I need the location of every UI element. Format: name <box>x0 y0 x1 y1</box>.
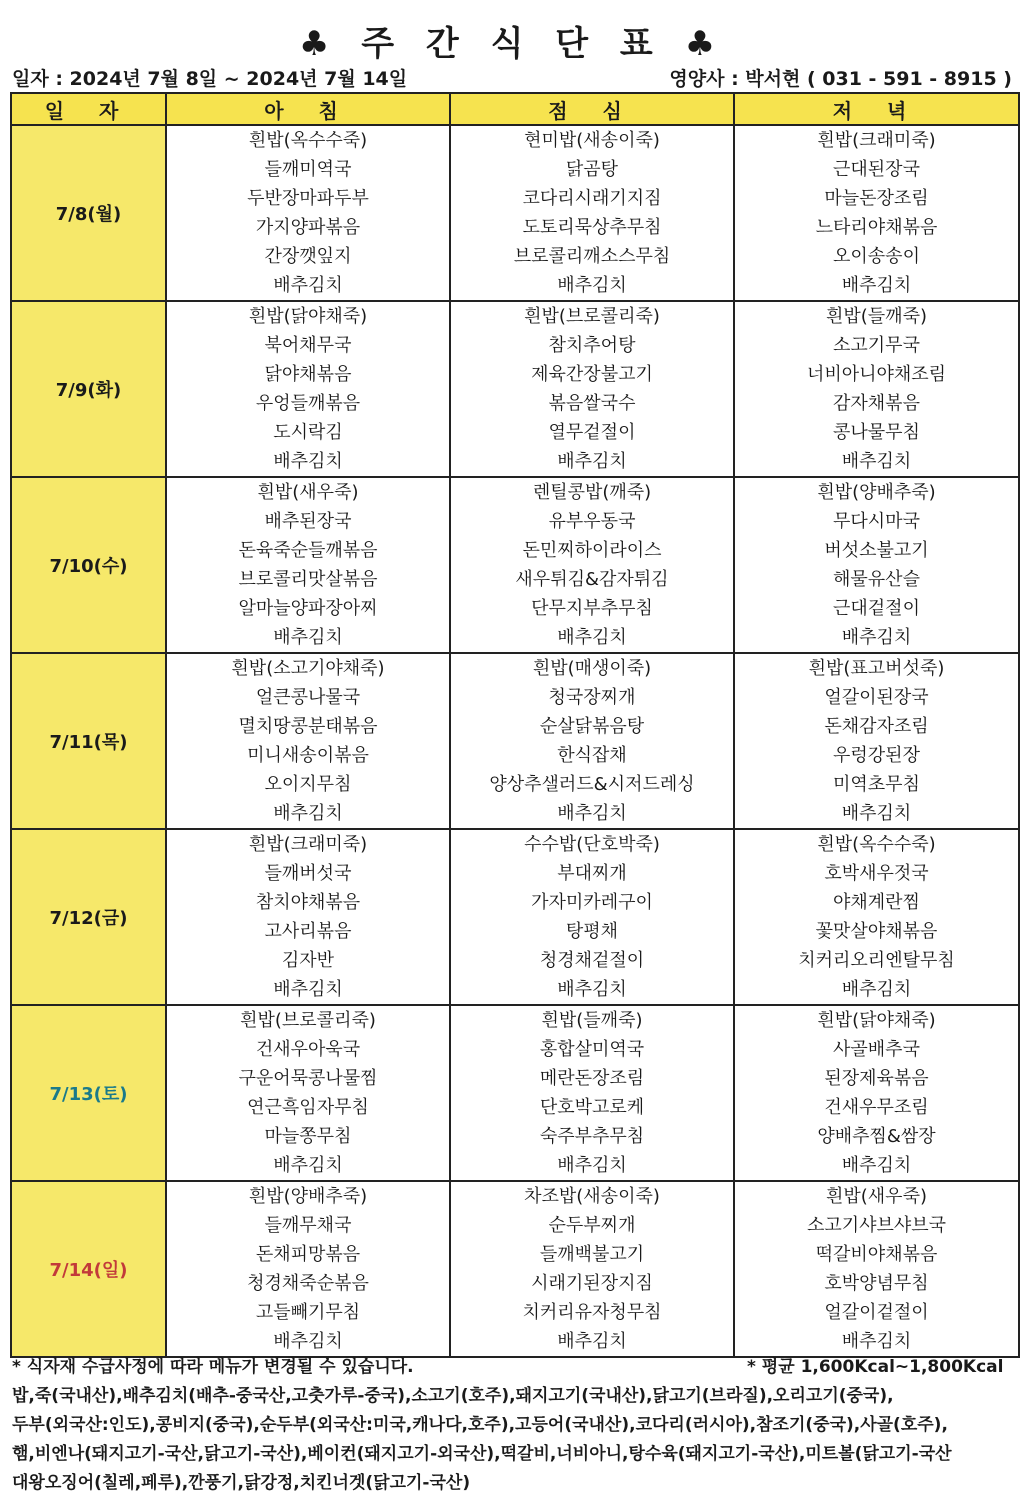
dish-item: 배추김치 <box>557 627 627 648</box>
dish-item: 렌틸콩밥(깨죽) <box>532 482 652 503</box>
table-row <box>11 653 1019 829</box>
dish-item: 브로콜리깨소스무침 <box>513 246 671 267</box>
dish-item: 치커리오리엔탈무침 <box>798 950 955 971</box>
dish-item: 참치추어탕 <box>548 335 636 356</box>
dish-item: 돈민찌하이라이스 <box>522 540 662 561</box>
lunch-cell <box>450 125 734 301</box>
day-label: 7/14(일) <box>11 1181 166 1357</box>
dish-item: 한식잡채 <box>557 745 627 766</box>
dish-item: 들깨무채국 <box>264 1215 352 1236</box>
dish-item: 된장제육볶음 <box>824 1068 929 1089</box>
dish-item: 북어채무국 <box>264 335 352 356</box>
header-dinner: 저 녁 <box>734 93 1019 125</box>
breakfast-cell <box>166 1005 450 1181</box>
lunch-cell <box>450 829 734 1005</box>
dish-item: 오이지무침 <box>264 774 352 795</box>
dish-item: 제육간장불고기 <box>531 364 653 385</box>
dish-item: 닭곰탕 <box>565 159 619 180</box>
dish-item: 부대찌개 <box>557 863 627 884</box>
dish-item: 배추김치 <box>841 803 912 824</box>
dish-item: 꽃맛살야채볶음 <box>815 921 938 942</box>
table-header-row <box>11 93 1019 125</box>
dish-item: 배추김치 <box>273 1155 343 1176</box>
dish-item: 순두부찌개 <box>548 1215 636 1236</box>
dish-item: 떡갈비야채볶음 <box>815 1244 938 1265</box>
lunch-cell <box>450 653 734 829</box>
dish-item: 연근흑임자무침 <box>247 1097 369 1118</box>
dish-item: 홍합살미역국 <box>539 1039 645 1060</box>
dish-item: 구운어묵콩나물찜 <box>238 1068 378 1089</box>
header-lunch: 점 심 <box>450 93 734 125</box>
dish-item: 들깨버섯국 <box>264 863 352 884</box>
dish-item: 시래기된장지짐 <box>531 1273 653 1294</box>
dish-item: 오이송송이 <box>833 246 920 267</box>
dish-item: 소고기무국 <box>833 335 920 356</box>
dish-item: 멸치땅콩분태볶음 <box>238 716 378 737</box>
dish-item: 마늘쫑무침 <box>264 1126 352 1147</box>
dish-item: 흰밥(양배추죽) <box>817 482 936 503</box>
dish-item: 돈채감자조림 <box>824 716 929 737</box>
dish-item: 알마늘양파장아찌 <box>238 598 378 619</box>
header-date: 일 자 <box>11 93 166 125</box>
dish-item: 고들빼기무침 <box>255 1302 361 1323</box>
dish-item: 간장깻잎지 <box>264 246 352 267</box>
dish-item: 얼갈이된장국 <box>824 687 929 708</box>
lunch-cell <box>450 1005 734 1181</box>
dish-item: 배추김치 <box>273 979 343 1000</box>
dish-item: 탕평채 <box>565 921 619 942</box>
dinner-cell <box>734 301 1019 477</box>
dish-item: 우렁강된장 <box>833 745 920 766</box>
dish-item: 배추김치 <box>273 627 343 648</box>
dish-item: 고사리볶음 <box>264 921 352 942</box>
dish-item: 흰밥(크래미죽) <box>817 130 936 151</box>
origin-line: 햄,비엔나(돼지고기-국산,닭고기-국산),베이컨(돼지고기-외국산),떡갈비,너비아니,탕수육(돼지고기-국산),미트볼(닭고기-국산 <box>12 1444 952 1464</box>
dish-item: 도시락김 <box>273 422 343 443</box>
dish-item: 호박양념무침 <box>824 1273 929 1294</box>
dish-item: 흰밥(닭야채죽) <box>817 1010 936 1031</box>
dish-item: 흰밥(크래미죽) <box>248 834 368 855</box>
lunch-cell <box>450 477 734 653</box>
header-breakfast: 아 침 <box>166 93 450 125</box>
dish-item: 미니새송이볶음 <box>247 745 369 766</box>
dish-item: 사골배추국 <box>833 1039 920 1060</box>
dish-item: 마늘돈장조림 <box>824 188 929 209</box>
origin-line: 대왕오징어(칠레,페루),깐풍기,닭강정,치킨너겟(닭고기-국산) <box>12 1473 471 1493</box>
dish-item: 배추김치 <box>557 451 627 472</box>
notes-section <box>12 1352 1016 1498</box>
dish-item: 유부우동국 <box>548 511 636 532</box>
dinner-cell <box>734 125 1019 301</box>
breakfast-cell <box>166 653 450 829</box>
dish-item: 배추김치 <box>557 979 627 1000</box>
dish-item: 얼갈이겉절이 <box>824 1302 929 1323</box>
dish-item: 흰밥(옥수수죽) <box>817 834 936 855</box>
dish-item: 양배추찜&쌈장 <box>817 1126 936 1147</box>
dish-item: 소고기샤브샤브국 <box>806 1215 947 1236</box>
dish-item: 돈채피망볶음 <box>255 1244 361 1265</box>
table-row <box>11 125 1019 301</box>
dish-item: 흰밥(닭야채죽) <box>248 306 368 327</box>
dish-item: 배추된장국 <box>264 511 352 532</box>
dish-item: 흰밥(들깨죽) <box>541 1010 643 1031</box>
dish-item: 흰밥(새우죽) <box>826 1186 927 1207</box>
dinner-cell <box>734 477 1019 653</box>
dish-item: 호박새우젓국 <box>824 863 929 884</box>
dish-item: 청국장찌개 <box>548 687 636 708</box>
table-row <box>11 829 1019 1005</box>
dish-item: 배추김치 <box>557 275 627 296</box>
dish-item: 들깨백불고기 <box>539 1244 645 1265</box>
dish-item: 메란돈장조림 <box>539 1068 645 1089</box>
table-row <box>11 301 1019 477</box>
breakfast-cell <box>166 1181 450 1357</box>
dish-item: 배추김치 <box>841 1331 912 1352</box>
dish-item: 배추김치 <box>557 1331 627 1352</box>
dish-item: 단무지부추무침 <box>531 598 653 619</box>
dish-item: 느타리야채볶음 <box>815 217 938 238</box>
day-label: 7/12(금) <box>11 829 166 1005</box>
dish-item: 현미밥(새송이죽) <box>524 130 660 151</box>
dish-item: 배추김치 <box>557 803 627 824</box>
dish-item: 가지양파볶음 <box>255 217 361 238</box>
dish-item: 배추김치 <box>557 1155 627 1176</box>
origin-line: 두부(외국산:인도),콩비지(중국),순두부(외국산:미국,캐나다,호주),고등어(국내산),코다리(러시아),참조기(중국),사골(호주), <box>12 1415 948 1435</box>
dish-item: 배추김치 <box>841 627 912 648</box>
dish-item: 야채계란찜 <box>833 892 920 913</box>
dish-item: 건새우무조림 <box>824 1097 929 1118</box>
dish-item: 해물유산슬 <box>833 569 920 590</box>
page-title: ♣ 주 간 식 단 표 ♣ <box>298 24 726 64</box>
dish-item: 얼큰콩나물국 <box>255 687 361 708</box>
dish-item: 흰밥(소고기야채죽) <box>231 658 385 679</box>
dish-item: 흰밥(옥수수죽) <box>248 130 368 151</box>
dish-item: 배추김치 <box>273 1331 343 1352</box>
day-label: 7/8(월) <box>11 125 166 301</box>
dietitian-contact: 영양사 : 박서현 ( 031 - 591 - 8915 ) <box>669 68 1012 90</box>
weekly-menu-table <box>10 92 1020 1358</box>
dish-item: 배추김치 <box>273 451 343 472</box>
dish-item: 근대된장국 <box>833 159 920 180</box>
dish-item: 가자미카레구이 <box>531 892 653 913</box>
origin-line: 밥,죽(국내산),배추김치(배추-중국산,고춧가루-중국),소고기(호주),돼지고기(국내산),닭고기(브라질),오리고기(중국), <box>12 1386 894 1406</box>
dish-item: 배추김치 <box>273 275 343 296</box>
dish-item: 코다리시래기지짐 <box>522 188 662 209</box>
dish-item: 배추김치 <box>841 451 912 472</box>
dish-item: 배추김치 <box>841 1155 912 1176</box>
dish-item: 콩나물무침 <box>833 422 920 443</box>
dish-item: 흰밥(양배추죽) <box>248 1186 368 1207</box>
dinner-cell <box>734 653 1019 829</box>
dinner-cell <box>734 1005 1019 1181</box>
dish-item: 도토리묵상추무침 <box>522 217 662 238</box>
dish-item: 버섯소불고기 <box>824 540 929 561</box>
day-label: 7/13(토) <box>11 1005 166 1181</box>
dish-item: 흰밥(매생이죽) <box>532 658 652 679</box>
dish-item: 청경채겉절이 <box>539 950 645 971</box>
dish-item: 치커리유자청무침 <box>522 1302 662 1323</box>
dish-item: 청경채죽순볶음 <box>247 1273 369 1294</box>
dish-item: 단호박고로케 <box>539 1097 645 1118</box>
dish-item: 배추김치 <box>273 803 343 824</box>
dish-item: 숙주부추무침 <box>539 1126 645 1147</box>
dish-item: 두반장마파두부 <box>247 188 369 209</box>
dish-item: 양상추샐러드&시저드레싱 <box>489 774 695 795</box>
table-row <box>11 477 1019 653</box>
dish-item: 우엉들깨볶음 <box>255 393 361 414</box>
dinner-cell <box>734 1181 1019 1357</box>
dish-item: 너비아니야채조림 <box>806 364 947 385</box>
dish-item: 볶음쌀국수 <box>548 393 636 414</box>
dish-item: 순살닭볶음탕 <box>539 716 645 737</box>
day-label: 7/10(수) <box>11 477 166 653</box>
dish-item: 닭야채볶음 <box>264 364 352 385</box>
dish-item: 무다시마국 <box>833 511 920 532</box>
dish-item: 돈육죽순들깨볶음 <box>238 540 378 561</box>
dish-item: 들깨미역국 <box>264 159 352 180</box>
calorie-note: * 평균 1,600Kcal~1,800Kcal <box>747 1357 1004 1377</box>
dish-item: 참치야채볶음 <box>255 892 361 913</box>
lunch-cell <box>450 1181 734 1357</box>
dish-item: 김자반 <box>281 950 335 971</box>
breakfast-cell <box>166 125 450 301</box>
dish-item: 배추김치 <box>841 275 912 296</box>
dish-item: 근대겉절이 <box>833 598 920 619</box>
dinner-cell <box>734 829 1019 1005</box>
dish-item: 미역초무침 <box>833 774 920 795</box>
change-notice: * 식자재 수급사정에 따라 메뉴가 변경될 수 있습니다. <box>12 1357 414 1377</box>
dish-item: 차조밥(새송이죽) <box>524 1186 660 1207</box>
dish-item: 흰밥(브로콜리죽) <box>524 306 660 327</box>
lunch-cell <box>450 301 734 477</box>
dish-item: 수수밥(단호박죽) <box>524 834 660 855</box>
dish-item: 브로콜리맛살볶음 <box>238 569 378 590</box>
dish-item: 흰밥(새우죽) <box>257 482 359 503</box>
dish-item: 감자채볶음 <box>833 393 920 414</box>
dish-item: 새우튀김&감자튀김 <box>515 569 669 590</box>
dish-item: 건새우아욱국 <box>255 1039 361 1060</box>
dish-item: 흰밥(표고버섯죽) <box>808 658 945 679</box>
menu-period: 일자 : 2024년 7월 8일 ~ 2024년 7월 14일 <box>12 68 408 90</box>
breakfast-cell <box>166 829 450 1005</box>
table-row <box>11 1005 1019 1181</box>
dish-item: 흰밥(들깨죽) <box>826 306 927 327</box>
table-row <box>11 1181 1019 1357</box>
breakfast-cell <box>166 301 450 477</box>
dish-item: 열무겉절이 <box>548 422 636 443</box>
dish-item: 배추김치 <box>841 979 912 1000</box>
breakfast-cell <box>166 477 450 653</box>
dish-item: 흰밥(브로콜리죽) <box>240 1010 376 1031</box>
day-label: 7/9(화) <box>11 301 166 477</box>
day-label: 7/11(목) <box>11 653 166 829</box>
